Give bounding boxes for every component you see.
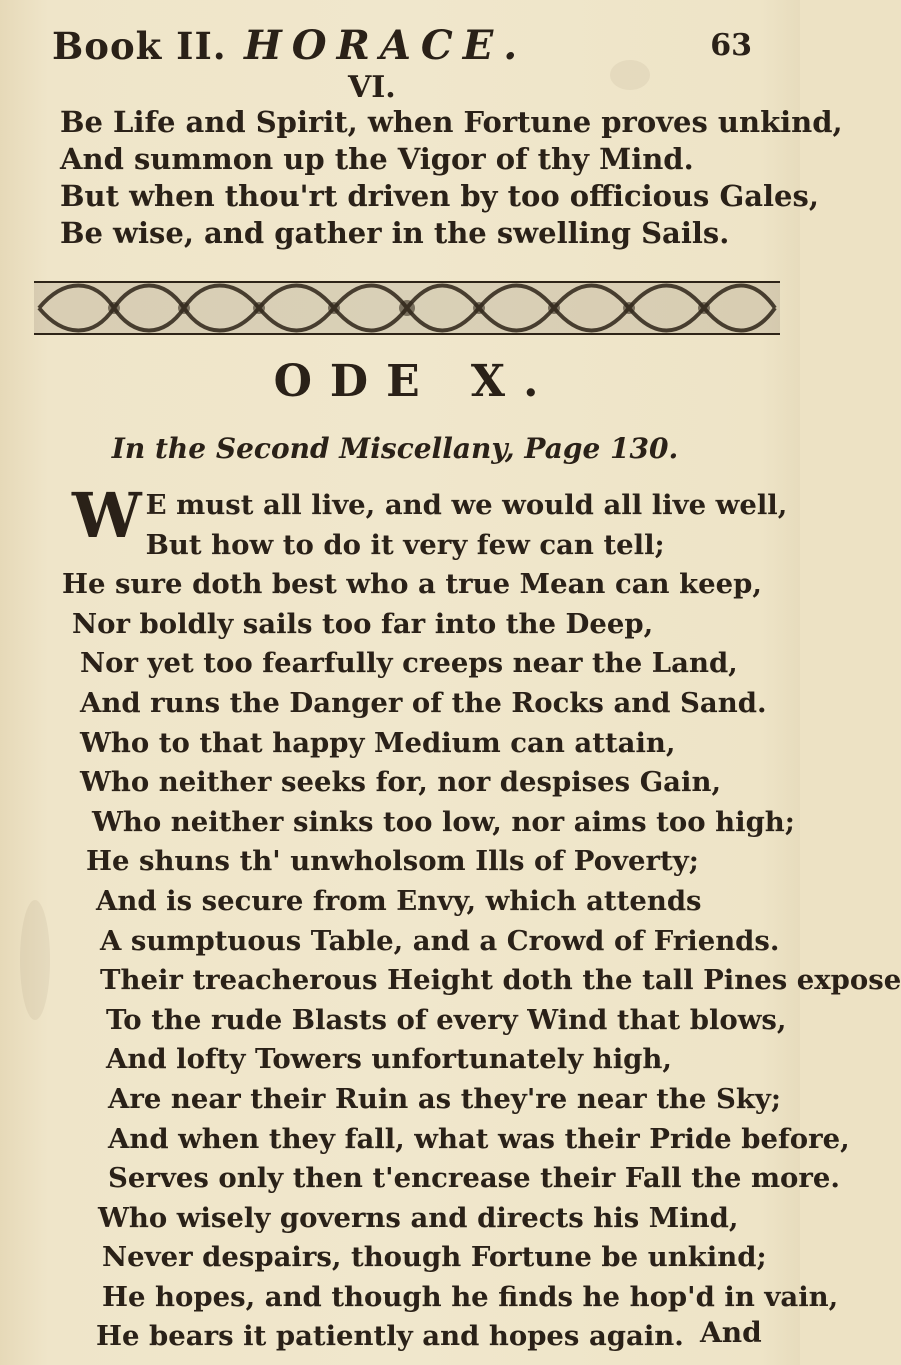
verse-line: He shuns th' unwholsom Ills of Poverty; [86, 845, 699, 878]
author-heading: HORACE. [244, 22, 528, 69]
page-number: 63 [710, 28, 752, 63]
verse-line: Who neither seeks for, nor despises Gain, [80, 766, 722, 799]
drop-capital: W [72, 479, 142, 552]
paper-stain [20, 900, 50, 1020]
verse-line: But when thou'rt driven by too officious Gales, [60, 179, 819, 213]
verse-line: And is secure from Envy, which attends [96, 884, 702, 917]
verse-line: Nor boldly sails too far into the Deep, [72, 607, 654, 640]
catchword: And [700, 1316, 762, 1349]
verse-line: Serves only then t'encrease their Fall the more. [108, 1162, 840, 1195]
verse-line: And lofty Towers unfortunately high, [106, 1043, 672, 1076]
verse-line: Be wise, and gather in the swelling Sails. [60, 216, 730, 250]
verse-line: Never despairs, though Fortune be unkind; [102, 1241, 767, 1274]
verse-line: To the rude Blasts of every Wind that blows, [106, 1003, 787, 1036]
verse-line: But how to do it very few can tell; [145, 528, 665, 561]
source-note: In the Second Miscellany, Page 130. [111, 432, 679, 465]
ode-poem [50, 479, 901, 1357]
verse-line: And summon up the Vigor of thy Mind. [60, 142, 694, 176]
verse-line: Who wisely governs and directs his Mind, [98, 1201, 739, 1234]
book-number: Book II. [52, 24, 227, 68]
verse-line: Nor yet too fearfully creeps near the Land, [80, 647, 738, 680]
verse-line: And runs the Danger of the Rocks and Sand. [80, 686, 767, 719]
verse-line: And when they fall, what was their Pride before, [108, 1122, 850, 1155]
verse-line: He hopes, and though he finds he hop'd in vain, [102, 1280, 839, 1313]
verse-line: He sure doth best who a true Mean can keep, [62, 568, 762, 601]
decorative-ornament-band [34, 278, 780, 338]
verse-line: Who neither sinks too low, nor aims too high; [92, 805, 795, 838]
verse-line: He bears it patiently and hopes again. [96, 1320, 684, 1353]
verse-line: Their treacherous Height doth the tall Pines expose [100, 964, 901, 997]
verse-line: A sumptuous Table, and a Crowd of Friends. [100, 924, 780, 957]
verse-line: Who to that happy Medium can attain, [80, 726, 676, 759]
first-line-text: E must all live, and we would all live well, [145, 489, 788, 521]
verse-line: Are near their Ruin as they're near the Sky; [108, 1082, 782, 1115]
ode-title: ODE X. [273, 356, 557, 407]
verse-line: Be Life and Spirit, when Fortune proves unkind, [60, 105, 843, 139]
section-number: VI. [348, 70, 396, 105]
previous-stanza [60, 104, 843, 252]
running-head [52, 18, 752, 68]
